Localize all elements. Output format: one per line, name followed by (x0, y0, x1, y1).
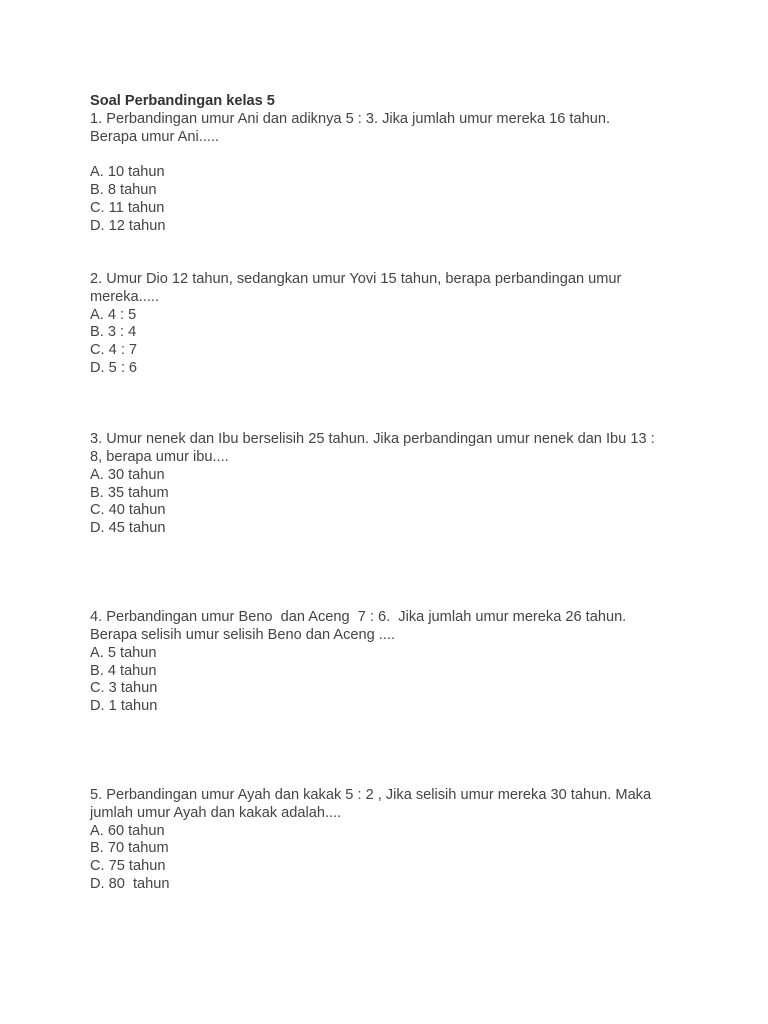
question-1-option-a: A. 10 tahun (90, 164, 165, 181)
question-4-text-line-2: Berapa selisih umur selisih Beno dan Aceng .... (90, 626, 396, 643)
question-5-text-line-1: 5. Perbandingan umur Ayah dan kakak 5 : 2 , Jika selisih umur mereka 30 tahun. Maka (90, 787, 652, 804)
question-4-option-a: A. 5 tahun (90, 644, 157, 661)
question-1-text-line-2: Berapa umur Ani..... (90, 128, 219, 145)
question-1-option-d: D. 12 tahun (90, 217, 166, 234)
question-2-text-line-2: mereka..... (90, 288, 159, 305)
question-5 (90, 787, 690, 894)
question-4-option-d: D. 1 tahun (90, 698, 158, 715)
question-4-option-b: B. 4 tahun (90, 662, 157, 679)
question-1-text-line-1: 1. Perbandingan umur Ani dan adiknya 5 : 3. Jika jumlah umur mereka 16 tahun. (90, 110, 611, 127)
spacer (90, 146, 690, 164)
question-2-option-b: B. 3 : 4 (90, 324, 137, 341)
question-3-text-line-2: 8, berapa umur ibu.... (90, 448, 229, 465)
question-1-option-b: B. 8 tahun (90, 181, 157, 198)
question-2-option-a: A. 4 : 5 (90, 306, 137, 323)
spacer (90, 235, 690, 271)
question-5-text-line-2: jumlah umur Ayah dan kakak adalah.... (90, 804, 342, 821)
question-1-option-c: C. 11 tahun (90, 199, 165, 216)
document-body (90, 93, 690, 894)
question-4 (90, 609, 690, 716)
spacer (90, 378, 690, 431)
question-5-option-a: A. 60 tahun (90, 822, 165, 839)
question-4-text-line-1: 4. Perbandingan umur Beno dan Aceng 7 : 6. Jika jumlah umur mereka 26 tahun. (90, 609, 627, 626)
question-5-option-d: D. 80 tahun (90, 876, 170, 893)
question-2-option-c: C. 4 : 7 (90, 342, 138, 359)
question-3-option-d: D. 45 tahun (90, 520, 166, 537)
question-5-option-c: C. 75 tahun (90, 858, 166, 875)
question-3 (90, 431, 690, 538)
question-1 (90, 111, 690, 236)
question-2-option-d: D. 5 : 6 (90, 359, 138, 376)
question-2-text-line-1: 2. Umur Dio 12 tahun, sedangkan umur Yovi 15 tahun, berapa perbandingan umur (90, 270, 622, 287)
question-3-option-a: A. 30 tahun (90, 466, 165, 483)
question-3-text-line-1: 3. Umur nenek dan Ibu berselisih 25 tahun. Jika perbandingan umur nenek dan Ibu 13 : (90, 431, 655, 448)
question-3-option-b: B. 35 tahum (90, 484, 169, 501)
document-title: Soal Perbandingan kelas 5 (90, 93, 275, 109)
spacer (90, 538, 690, 609)
question-3-option-c: C. 40 tahun (90, 502, 166, 519)
question-5-option-b: B. 70 tahum (90, 840, 169, 857)
question-4-option-c: C. 3 tahun (90, 680, 158, 697)
question-2 (90, 271, 690, 378)
spacer (90, 716, 690, 787)
